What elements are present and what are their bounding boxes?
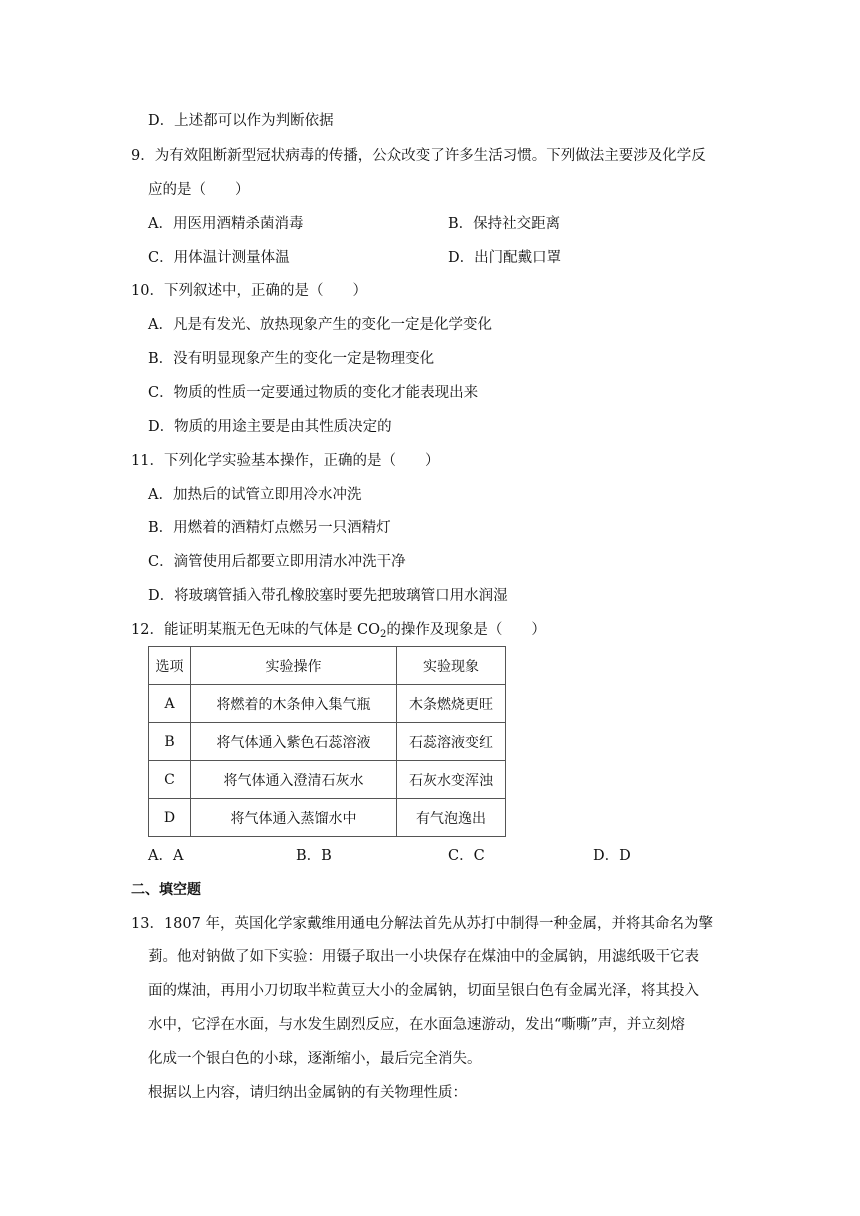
q13-line-3: 面的煤油，再用小刀切取半粒黄豆大小的金属钠，切面呈银白色有金属光泽，将其投入 [148, 983, 699, 999]
q12-stem-suffix: 的操作及现象是（ ） [386, 622, 546, 638]
q13-line-2: 菿。他对钠做了如下实验：用镊子取出一小块保存在煤油中的金属钠，用滤纸吸干它表 [148, 949, 699, 965]
q9-stem-line1: 9．为有效阻断新型冠状病毒的传播，公众改变了许多生活习惯。下列做法主要涉及化学反 [131, 148, 706, 164]
q10-stem: 10．下列叙述中，正确的是（ ） [131, 283, 367, 299]
table-cell: A [149, 685, 191, 723]
q9-option-a: A．用医用酒精杀菌消毒 [148, 216, 304, 232]
q10-option-a: A．凡是有发光、放热现象产生的变化一定是化学变化 [148, 317, 492, 333]
table-cell: 木条燃烧更旺 [397, 685, 506, 723]
q12-answer-d: D．D [593, 848, 631, 864]
table-header-row [149, 647, 506, 685]
q13-prompt: 根据以上内容，请归纳出金属钠的有关物理性质： [148, 1085, 467, 1101]
q12-stem [131, 620, 546, 640]
q8-option-d: D．上述都可以作为判断依据 [148, 113, 334, 129]
table-row [149, 685, 506, 723]
table-cell: 将气体通入紫色石蕊溶液 [191, 723, 397, 761]
table-cell: D [149, 799, 191, 837]
q10-option-c: C．物质的性质一定要通过物质的变化才能表现出来 [148, 385, 479, 401]
section-title: 二、填空题 [131, 882, 201, 898]
table-cell: 将燃着的木条伸入集气瓶 [191, 685, 397, 723]
experiment-table [148, 646, 506, 837]
q12-answer-c: C．C [448, 848, 485, 864]
header-phenomenon: 实验现象 [397, 647, 506, 685]
table-cell: C [149, 761, 191, 799]
q12-stem-prefix: 12．能证明某瓶无色无味的气体是 CO [131, 622, 381, 638]
q11-option-d: D．将玻璃管插入带孔橡胶塞时要先把玻璃管口用水润湿 [148, 588, 508, 604]
table-cell: 石蕊溶液变红 [397, 723, 506, 761]
table-row [149, 761, 506, 799]
q12-answer-a: A．A [148, 848, 184, 864]
table-row [149, 799, 506, 837]
q10-option-b: B．没有明显现象产生的变化一定是物理变化 [148, 351, 435, 367]
q12-answer-b: B．B [296, 848, 332, 864]
q9-option-d: D．出门配戴口罩 [448, 250, 562, 266]
header-operation: 实验操作 [191, 647, 397, 685]
q13-line-1: 13．1807 年，英国化学家戴维用通电分解法首先从苏打中制得一种金属，并将其命名为擎 [131, 916, 713, 932]
table-cell: B [149, 723, 191, 761]
q11-stem: 11．下列化学实验基本操作，正确的是（ ） [131, 453, 440, 469]
table-cell: 有气泡逸出 [397, 799, 506, 837]
q13-line-5: 化成一个银白色的小球，逐渐缩小，最后完全消失。 [148, 1051, 482, 1067]
table-row [149, 723, 506, 761]
q9-stem-line2: 应的是（ ） [148, 182, 250, 198]
header-option: 选项 [149, 647, 191, 685]
q11-option-c: C．滴管使用后都要立即用清水冲洗干净 [148, 554, 406, 570]
table-cell: 将气体通入蒸馏水中 [191, 799, 397, 837]
q10-option-d: D．物质的用途主要是由其性质决定的 [148, 419, 392, 435]
q11-option-a: A．加热后的试管立即用冷水冲洗 [148, 487, 362, 503]
q12-stem-subscript: 2 [380, 629, 387, 640]
q9-option-b: B．保持社交距离 [448, 216, 561, 232]
q11-option-b: B．用燃着的酒精灯点燃另一只酒精灯 [148, 520, 391, 536]
q9-option-c: C．用体温计测量体温 [148, 250, 290, 266]
q13-line-4: 水中，它浮在水面，与水发生剧烈反应，在水面急速游动，发出“嘶嘶”声，并立刻熔 [148, 1017, 685, 1033]
table-cell: 将气体通入澄清石灰水 [191, 761, 397, 799]
table-cell: 石灰水变浑浊 [397, 761, 506, 799]
